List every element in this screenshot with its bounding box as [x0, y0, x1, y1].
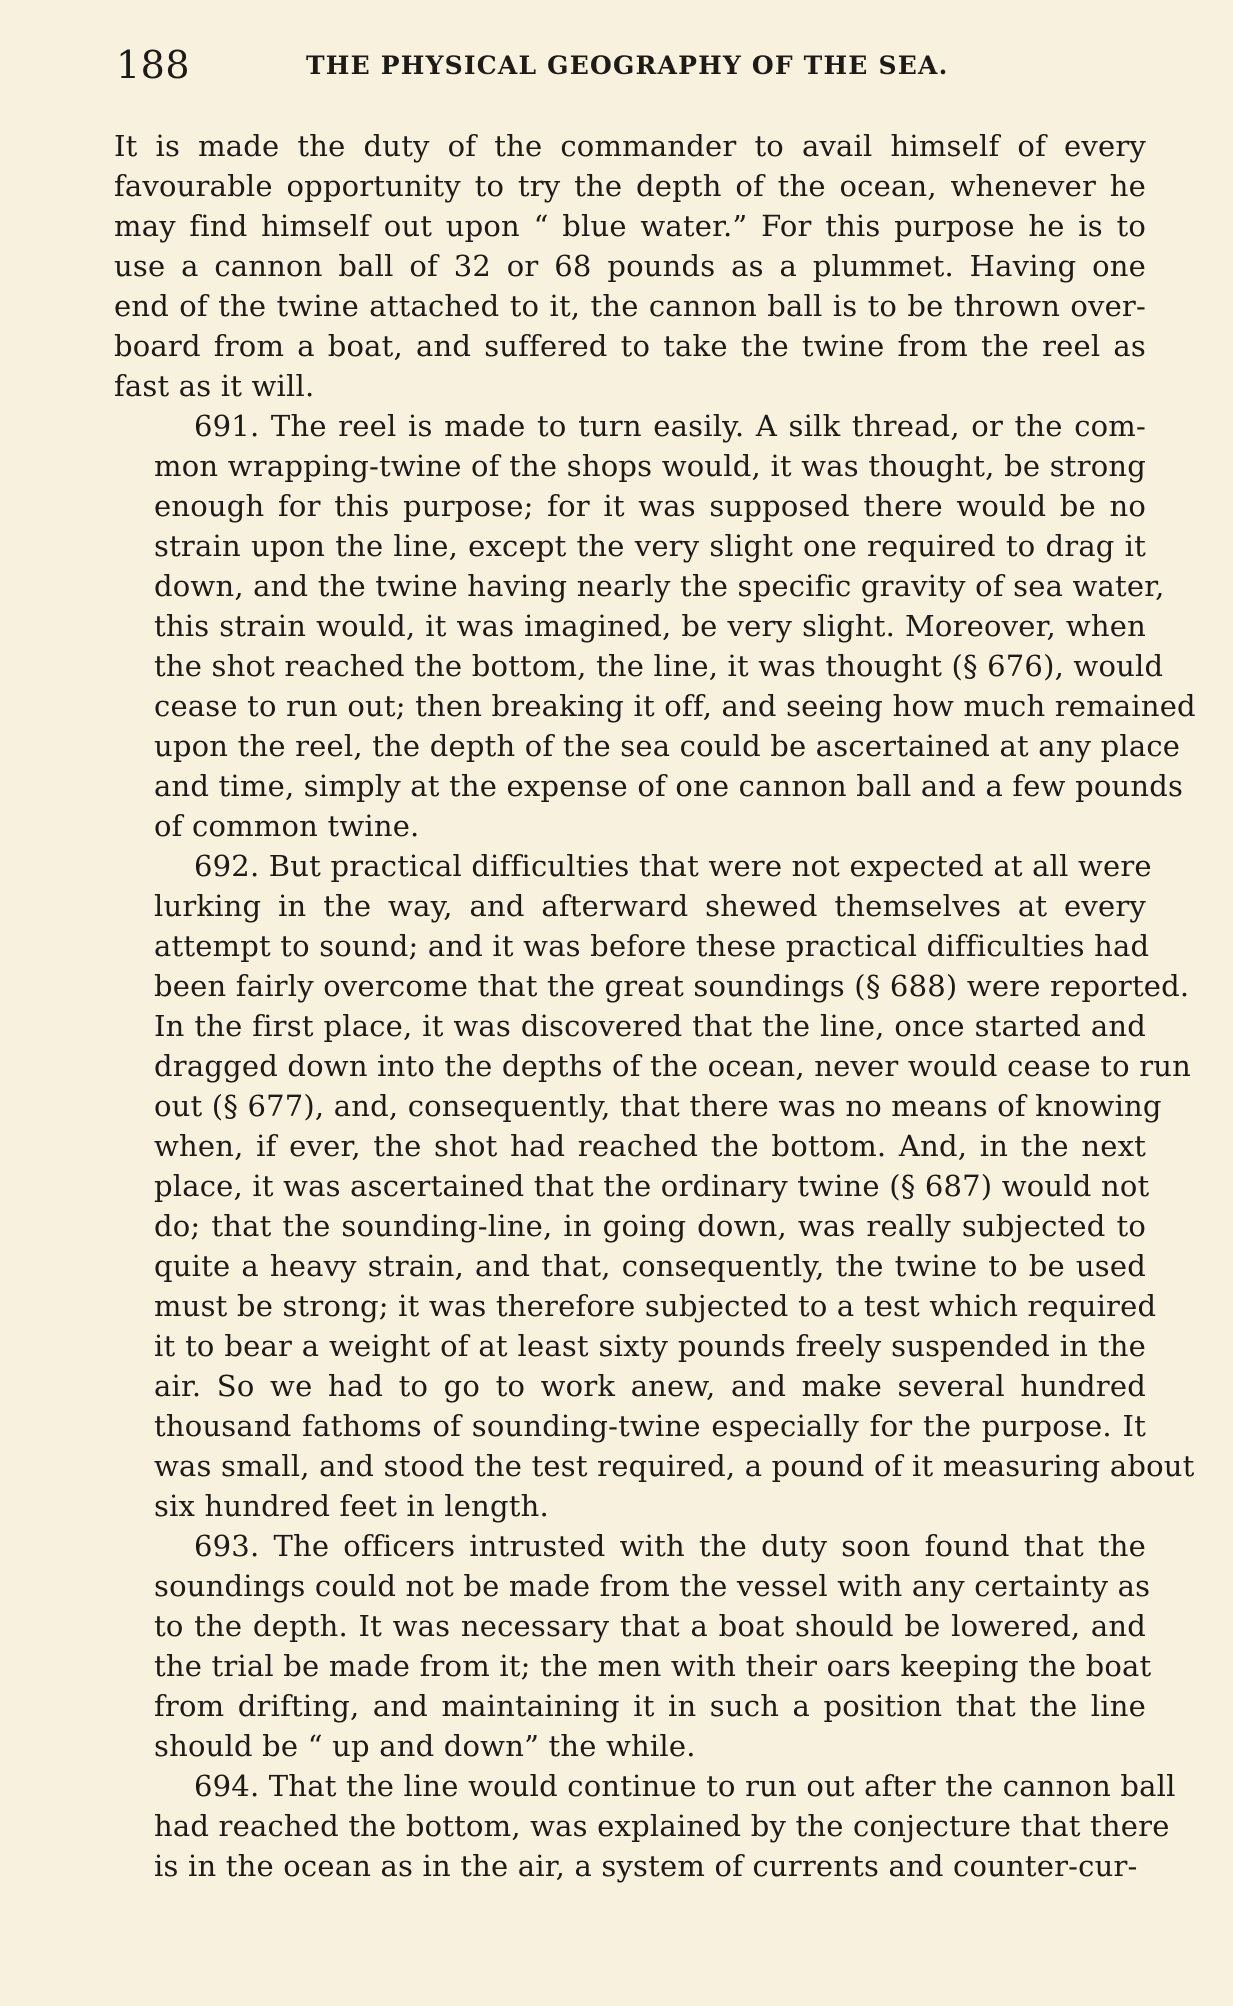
text-line: cease to run out; then breaking it off, and seeing how much remained — [154, 689, 1196, 723]
text-line: enough for this purpose; for it was supposed there would be no — [154, 489, 1146, 523]
paragraph-p-692 — [114, 846, 1195, 1526]
text-line: may find himself out upon “ blue water.” For this purpose he is to — [114, 209, 1146, 243]
text-line: In the first place, it was discovered that the line, once started and — [154, 1009, 1146, 1043]
text-line: of common twine. — [154, 809, 420, 843]
text-line: 691. The reel is made to turn easily. A silk thread, or the com- — [194, 409, 1146, 443]
text-line: lurking in the way, and afterward shewed themselves at every — [154, 889, 1146, 923]
text-line: and time, simply at the expense of one cannon ball and a few pounds — [154, 769, 1184, 803]
paragraph-p-intro — [114, 126, 1146, 406]
text-line: to the depth. It was necessary that a boat should be lowered, and — [154, 1609, 1146, 1643]
text-line: when, if ever, the shot had reached the bottom. And, in the next — [154, 1129, 1146, 1163]
text-line: out (§ 677), and, consequently, that there was no means of knowing — [154, 1089, 1162, 1123]
text-line: upon the reel, the depth of the sea could be ascertained at any place — [154, 729, 1181, 763]
text-line: must be strong; it was therefore subjected to a test which required — [154, 1289, 1157, 1323]
text-line: is in the ocean as in the air, a system of currents and counter-cur- — [154, 1849, 1138, 1883]
text-line: 693. The officers intrusted with the duty soon found that the — [194, 1529, 1146, 1563]
text-line: the trial be made from it; the men with their oars keeping the boat — [154, 1649, 1152, 1683]
text-line: quite a heavy strain, and that, consequently, the twine to be used — [154, 1249, 1146, 1283]
text-line: mon wrapping-twine of the shops would, it was thought, be strong — [154, 449, 1146, 483]
text-line: it to bear a weight of at least sixty pounds freely suspended in the — [154, 1329, 1146, 1363]
text-line: end of the twine attached to it, the cannon ball is to be thrown over- — [114, 289, 1146, 323]
text-line: from drifting, and maintaining it in such a position that the line — [154, 1689, 1146, 1723]
paragraph-p-691 — [114, 406, 1196, 846]
text-line: board from a boat, and suffered to take the twine from the reel as — [114, 329, 1146, 363]
text-line: 692. But practical difficulties that were not expected at all were — [194, 849, 1152, 883]
text-line: favourable opportunity to try the depth of the ocean, whenever he — [114, 169, 1146, 203]
page-header — [116, 40, 1146, 90]
text-line: use a cannon ball of 32 or 68 pounds as a plummet. Having one — [114, 249, 1146, 283]
text-line: 694. That the line would continue to run out after the cannon ball — [194, 1769, 1176, 1803]
text-line: attempt to sound; and it was before these practical difficulties had — [154, 929, 1150, 963]
text-line: soundings could not be made from the vessel with any certainty as — [154, 1569, 1151, 1603]
text-line: had reached the bottom, was explained by the conjecture that there — [154, 1809, 1170, 1843]
text-line: the shot reached the bottom, the line, it was thought (§ 676), would — [154, 649, 1164, 683]
paragraph-p-694 — [114, 1766, 1176, 1886]
text-line: was small, and stood the test required, a pound of it measuring about — [154, 1449, 1195, 1483]
text-line: thousand fathoms of sounding-twine especially for the purpose. It — [154, 1409, 1146, 1443]
text-line: fast as it will. — [114, 369, 315, 403]
paragraph-p-693 — [114, 1526, 1152, 1766]
text-line: air. So we had to go to work anew, and make several hundred — [154, 1369, 1146, 1403]
text-line: down, and the twine having nearly the specific gravity of sea water, — [154, 569, 1165, 603]
text-line: do; that the sounding-line, in going down, was really subjected to — [154, 1209, 1146, 1243]
text-line: It is made the duty of the commander to avail himself of every — [114, 129, 1146, 163]
body-text — [114, 126, 1196, 1886]
text-line: strain upon the line, except the very slight one required to drag it — [154, 529, 1146, 563]
text-line: six hundred feet in length. — [154, 1489, 549, 1523]
text-line: this strain would, it was imagined, be very slight. Moreover, when — [154, 609, 1146, 643]
text-line: been fairly overcome that the great soundings (§ 688) were reported. — [154, 969, 1190, 1003]
running-head: THE PHYSICAL GEOGRAPHY OF THE SEA. — [306, 51, 949, 80]
text-line: should be “ up and down” the while. — [154, 1729, 696, 1763]
text-line: dragged down into the depths of the ocean, never would cease to run — [154, 1049, 1192, 1083]
page-number: 188 — [116, 43, 191, 87]
text-line: place, it was ascertained that the ordinary twine (§ 687) would not — [154, 1169, 1150, 1203]
